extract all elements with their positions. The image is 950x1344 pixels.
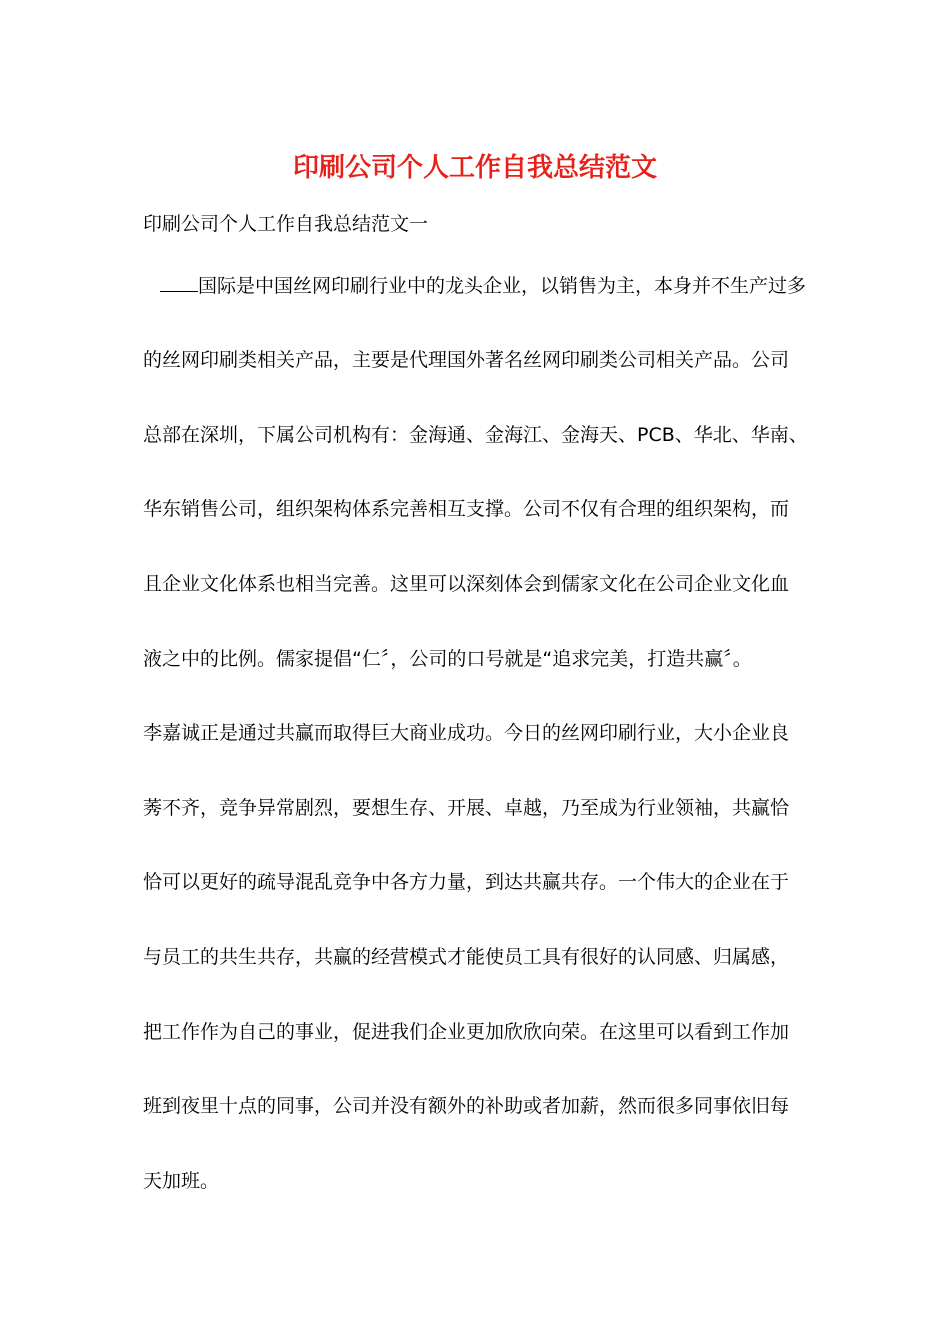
paragraph-line: 莠不齐，竞争异常剧烈，要想生存、开展、卓越，乃至成为行业领袖，共赢恰 [143,797,790,819]
document-title: 印刷公司个人工作自我总结范文 [292,153,657,183]
blank-underline-text [160,275,179,297]
paragraph-line: 液之中的比例。儒家提倡“仁〞，公司的口号就是“追求完美，打造共赢〞。 [143,648,752,670]
paragraph-line: 恰可以更好的疏导混乱竞争中各方力量，到达共赢共存。一个伟大的企业在于 [143,871,790,893]
paragraph-line: 的丝网印刷类相关产品，主要是代理国外著名丝网印刷类公司相关产品。公司 [143,349,790,371]
paragraph-line: 李嘉诚正是通过共赢而取得巨大商业成功。今日的丝网印刷行业，大小企业良 [143,722,790,744]
paragraph-line: 班到夜里十点的同事，公司并没有额外的补助或者加薪，然而很多同事依旧每 [143,1095,790,1117]
paragraph-line [160,271,806,301]
paragraph-line: 把工作作为自己的事业，促进我们企业更加欣欣向荣。在这里可以看到工作加 [143,1021,790,1043]
paragraph-line-text: 国际是中国丝网印刷行业中的龙头企业，以销售为主，本身并不生产过多 [198,275,807,297]
section-heading: 印刷公司个人工作自我总结范文一 [143,213,429,235]
paragraph-line: 华东销售公司，组织架构体系完善相互支撑。公司不仅有合理的组织架构，而 [143,498,790,520]
paragraph-line: 天加班。 [143,1170,220,1192]
blank-underline [160,271,198,292]
paragraph-line: 总部在深圳，下属公司机构有：金海通、金海江、金海天、PCB、华北、华南、 [143,424,808,446]
paragraph-line: 且企业文化体系也相当完善。这里可以深刻体会到儒家文化在公司企业文化血 [143,573,790,595]
paragraph-line: 与员工的共生共存，共赢的经营模式才能使员工具有很好的认同感、归属感， [143,946,790,968]
